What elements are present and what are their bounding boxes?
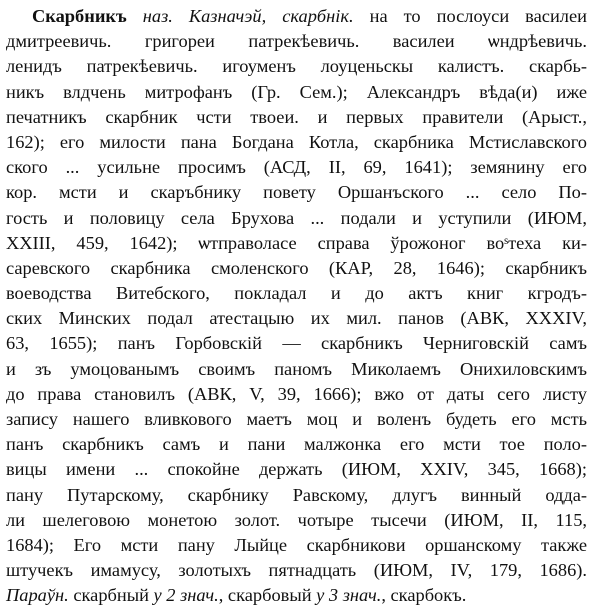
entry-line bbox=[6, 306, 587, 331]
entry-line bbox=[6, 331, 587, 356]
entry-line bbox=[6, 4, 587, 29]
text-segment: пану Путарскому, скарбнику Равскому, длугъ винный одда- bbox=[6, 484, 587, 505]
text-segment: ли шелеговою монетою золот. чотыре тысечи (ИЮМ, II, 115, bbox=[6, 509, 587, 530]
text-segment: ского ... усильне просимъ (АСД, II, 69, 1641); земянину его bbox=[6, 157, 587, 178]
entry-line bbox=[6, 180, 587, 205]
entry-line bbox=[6, 105, 587, 130]
entry-line bbox=[6, 533, 587, 558]
entry-line bbox=[6, 432, 587, 457]
text-segment: 162); его милости пана Богдана Котла, скарбника Мстиславского bbox=[6, 131, 587, 152]
text-segment: воеводства Витебского, покладал и до актъ книг кгродъ- bbox=[6, 283, 587, 304]
text-segment: саревского скарбника смоленского (КАР, 28, 1646); скарбникъ bbox=[6, 257, 587, 278]
text-segment: , скарбокъ. bbox=[381, 585, 467, 606]
entry-line bbox=[6, 407, 587, 432]
text-segment: и зъ умоцованымъ своимъ паномъ Миколаемъ Онихиловскимъ bbox=[6, 358, 587, 379]
italic-segment: Параўн. bbox=[6, 585, 69, 606]
text-segment: запису нашего вливкового маетъ моц и воленъ будеть его мсть bbox=[6, 409, 587, 429]
entry-line bbox=[6, 508, 587, 533]
dictionary-entry bbox=[6, 4, 587, 609]
italic-segment: у 3 знач. bbox=[316, 585, 382, 606]
text-segment: до права становилъ (АВК, V, 39, 1666); вжо от даты сего листу bbox=[6, 383, 587, 404]
entry-line bbox=[6, 206, 587, 231]
entry-line bbox=[6, 256, 587, 281]
text-segment: штучекъ имамусу, золотыхъ пятнадцать (ИЮМ, IV, 179, 1686). bbox=[6, 560, 587, 581]
entry-line bbox=[6, 155, 587, 180]
entry-line bbox=[6, 583, 587, 608]
italic-segment: у 2 знач. bbox=[153, 585, 219, 606]
entry-line bbox=[6, 281, 587, 306]
entry-line bbox=[6, 382, 587, 407]
text-segment: дмитреевичь. григореи патрекѣевичь. василеи ѡндрѣевичь. bbox=[6, 31, 587, 52]
text-segment: вицы имени ... спокойне держать (ИЮМ, XXIV, 345, 1668); bbox=[6, 459, 587, 480]
text-segment: 63, 1655); панъ Горбовскій — скарбникъ Черниговскій самъ bbox=[6, 333, 587, 354]
entry-line bbox=[6, 54, 587, 79]
entry-line bbox=[6, 483, 587, 508]
text-segment: на то послоуси василеи bbox=[353, 6, 587, 26]
entry-line bbox=[6, 80, 587, 105]
text-segment: никъ влдчень митрофанъ (Гр. Сем.); Александръ вѣда(и) иже bbox=[6, 81, 587, 102]
italic-segment: наз. Казначэй, скарбнік. bbox=[142, 6, 354, 26]
entry-line bbox=[6, 357, 587, 382]
text-segment: печатникъ скарбник чсти твоеи. и первых правители (Арыст., bbox=[6, 106, 587, 127]
entry-line bbox=[6, 231, 587, 256]
entry-line bbox=[6, 457, 587, 482]
entry-line bbox=[6, 130, 587, 155]
entry-line bbox=[6, 29, 587, 54]
text-segment: 1684); Его мсти пану Лыйце скарбникови оршанскому также bbox=[6, 534, 587, 555]
headword: Скарбникъ bbox=[32, 6, 127, 26]
text-segment: кор. мсти и скаръбнику повету Оршанъского ... село По- bbox=[6, 182, 587, 203]
text-segment: скарбный bbox=[68, 585, 154, 606]
text-segment: ленидъ патрекѣевичь. игоуменъ лоуценьскы калистъ. скарбь- bbox=[6, 56, 587, 77]
text-segment: XXIII, 459, 1642); ѡтправоласе справа ўрожоног воˢтеха ки- bbox=[6, 232, 587, 253]
text-segment: панъ скарбникъ самъ и пани малжонка его мсти тое поло- bbox=[6, 434, 587, 455]
text-segment: гость и половицу села Брухова ... подали и уступили (ИЮМ, bbox=[6, 207, 587, 228]
text-segment: , скарбовый bbox=[218, 585, 317, 606]
text-segment: ских Минских подал атестацыю их мил. панов (АВК, XXXIV, bbox=[6, 308, 587, 329]
